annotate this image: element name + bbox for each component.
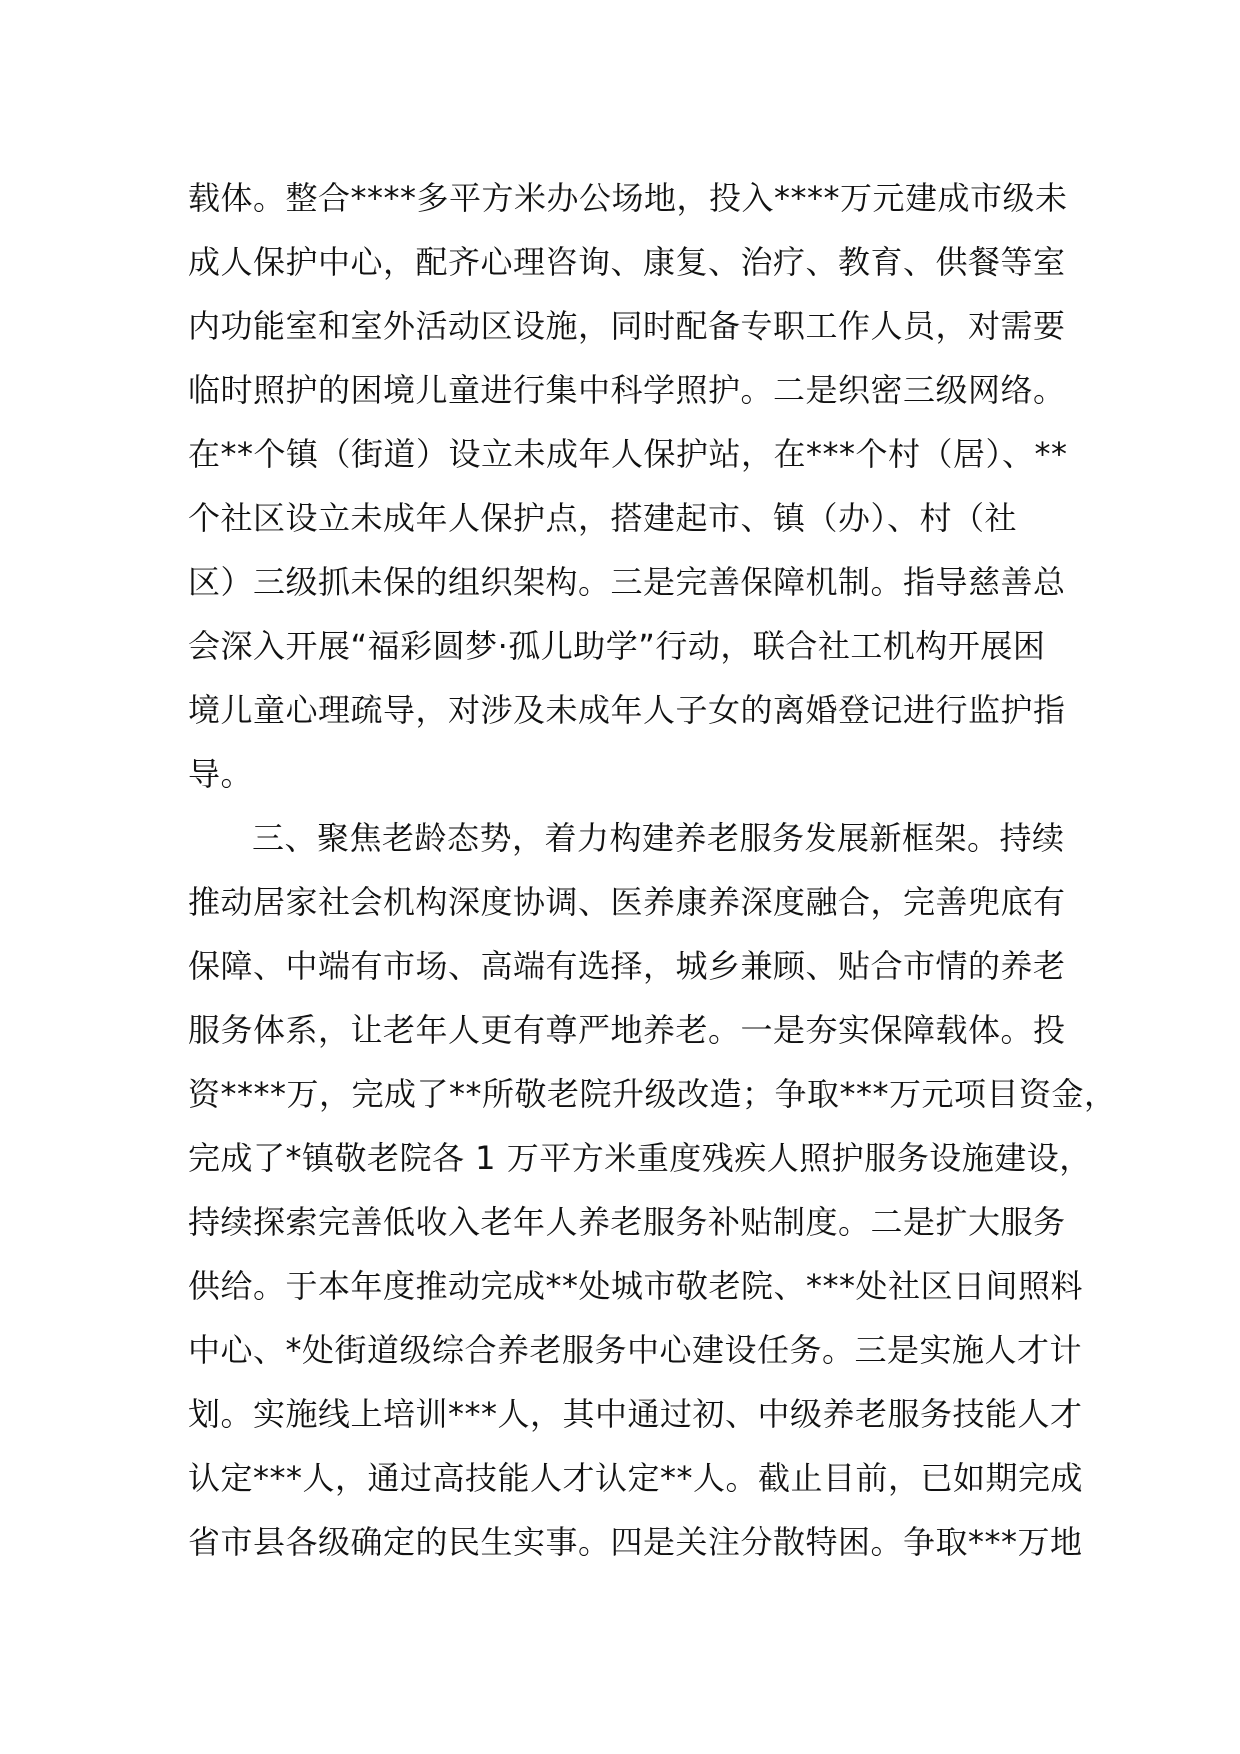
text-line: 成人保护中心，配齐心理咨询、康复、治疗、教育、供餐等室 [188,243,1066,281]
text-line: 服务体系，让老年人更有尊严地养老。一是夯实保障载体。投 [188,1011,1066,1049]
text-line: 保障、中端有市场、高端有选择，城乡兼顾、贴合市情的养老 [188,947,1066,985]
text-line: 内功能室和室外活动区设施，同时配备专职工作人员，对需要 [188,307,1066,345]
text-line: 持续探索完善低收入老年人养老服务补贴制度。二是扩大服务 [188,1203,1066,1241]
text-line: 推动居家社会机构深度协调、医养康养深度融合，完善兜底有 [188,883,1066,921]
text-line: 区）三级抓未保的组织架构。三是完善保障机制。指导慈善总 [188,563,1066,601]
text-line: 会深入开展“福彩圆梦·孤儿助学”行动，联合社工机构开展困 [188,627,1046,665]
text-line: 在**个镇（街道）设立未成年人保护站，在***个村（居）、** [188,435,1068,473]
text-line: 划。实施线上培训***人，其中通过初、中级养老服务技能人才 [188,1395,1083,1433]
text-line: 导。 [188,755,254,793]
text-line: 完成了*镇敬老院各 1 万平方米重度残疾人照护服务设施建设， [188,1139,1092,1177]
text-line: 资****万，完成了**所敬老院升级改造；争取***万元项目资金， [188,1075,1117,1113]
text-line: 个社区设立未成年人保护点，搭建起市、镇（办）、村（社 [188,499,1018,537]
text-line: 载体。整合****多平方米办公场地，投入****万元建成市级未 [188,179,1068,217]
text-line: 省市县各级确定的民生实事。四是关注分散特困。争取***万地 [188,1523,1083,1561]
text-line: 境儿童心理疏导，对涉及未成年人子女的离婚登记进行监护指 [188,691,1066,729]
text-line: 中心、*处街道级综合养老服务中心建设任务。三是实施人才计 [188,1331,1083,1369]
text-line: 临时照护的困境儿童进行集中科学照护。二是织密三级网络。 [188,371,1066,409]
paragraph-heading-line: 三、聚焦老龄态势，着力构建养老服务发展新框架。持续 [252,819,1065,857]
text-line: 供给。于本年度推动完成**处城市敬老院、***处社区日间照料 [188,1267,1084,1305]
text-line: 认定***人，通过高技能人才认定**人。截止目前，已如期完成 [188,1459,1084,1497]
